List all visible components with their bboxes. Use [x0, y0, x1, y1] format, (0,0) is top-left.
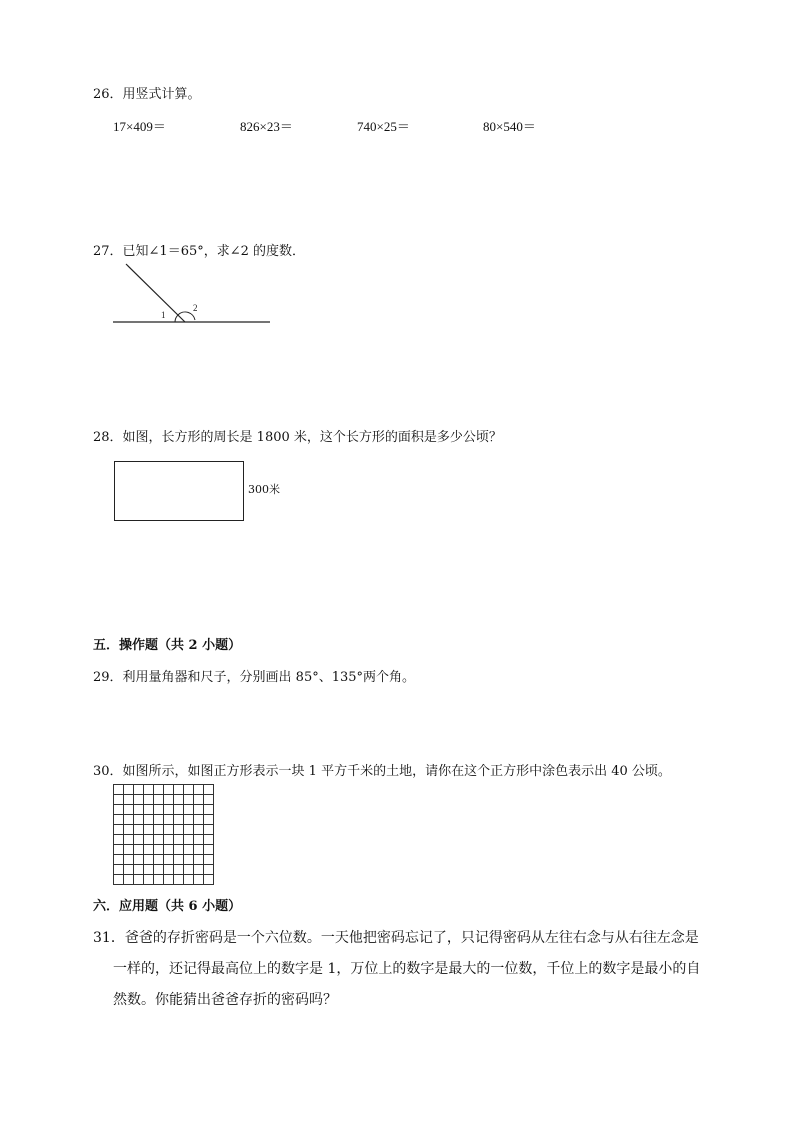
- grid-cell: [194, 825, 204, 835]
- grid-cell: [114, 865, 124, 875]
- grid-cell: [114, 845, 124, 855]
- grid-cell: [194, 845, 204, 855]
- grid-cell: [174, 875, 184, 885]
- grid-cell: [154, 815, 164, 825]
- grid-cell: [124, 855, 134, 865]
- grid-cell: [144, 875, 154, 885]
- grid-cell: [114, 805, 124, 815]
- grid-cell: [134, 785, 144, 795]
- question-30-title: 30．如图所示，如图正方形表示一块 1 平方千米的土地，请你在这个正方形中涂色表示出 40 公顷。: [93, 764, 671, 779]
- grid-row: [114, 825, 214, 835]
- grid-cell: [134, 825, 144, 835]
- section-6-heading: 六．应用题（共 6 小题）: [93, 899, 242, 914]
- slanted-ray: [126, 264, 185, 322]
- grid-cell: [184, 785, 194, 795]
- calc-problem-4: 80×540＝: [483, 119, 536, 134]
- grid-cell: [164, 805, 174, 815]
- grid-cell: [184, 845, 194, 855]
- grid-row: [114, 815, 214, 825]
- rectangle-figure: [114, 461, 244, 521]
- grid-cell: [154, 875, 164, 885]
- grid-cell: [114, 825, 124, 835]
- grid-cell: [144, 865, 154, 875]
- grid-cell: [184, 835, 194, 845]
- grid-cell: [194, 875, 204, 885]
- grid-cell: [164, 825, 174, 835]
- grid-cell: [194, 805, 204, 815]
- angle-figure: [110, 260, 275, 330]
- grid-cell: [204, 855, 214, 865]
- grid-cell: [194, 855, 204, 865]
- grid-cell: [194, 835, 204, 845]
- grid-cell: [124, 825, 134, 835]
- grid-cell: [114, 795, 124, 805]
- grid-row: [114, 875, 214, 885]
- grid-cell: [184, 855, 194, 865]
- grid-cell: [144, 795, 154, 805]
- grid-cell: [174, 785, 184, 795]
- grid-cell: [154, 855, 164, 865]
- grid-cell: [134, 875, 144, 885]
- grid-cell: [204, 825, 214, 835]
- grid-cell: [194, 795, 204, 805]
- grid-square: [113, 784, 214, 885]
- grid-cell: [124, 805, 134, 815]
- grid-cell: [184, 795, 194, 805]
- grid-cell: [204, 845, 214, 855]
- grid-row: [114, 835, 214, 845]
- grid-cell: [134, 855, 144, 865]
- grid-cell: [154, 845, 164, 855]
- grid-cell: [204, 835, 214, 845]
- calc-problem-2: 826×23＝: [240, 119, 293, 134]
- grid-cell: [164, 875, 174, 885]
- grid-cell: [174, 795, 184, 805]
- grid-cell: [184, 805, 194, 815]
- grid-cell: [184, 825, 194, 835]
- grid-cell: [154, 835, 164, 845]
- grid-cell: [164, 785, 174, 795]
- grid-cell: [124, 875, 134, 885]
- angle-1-arc: [175, 315, 178, 322]
- grid-cell: [174, 825, 184, 835]
- grid-cell: [124, 865, 134, 875]
- grid-cell: [174, 835, 184, 845]
- grid-cell: [174, 815, 184, 825]
- grid-cell: [164, 835, 174, 845]
- grid-cell: [184, 865, 194, 875]
- grid-cell: [154, 825, 164, 835]
- grid-cell: [154, 795, 164, 805]
- grid-cell: [134, 805, 144, 815]
- question-27-title: 27．已知∠1＝65°，求∠2 的度数．: [93, 244, 306, 259]
- grid-cell: [124, 795, 134, 805]
- grid-cell: [144, 785, 154, 795]
- grid-row: [114, 795, 214, 805]
- grid-cell: [134, 865, 144, 875]
- grid-cell: [124, 835, 134, 845]
- grid-cell: [194, 815, 204, 825]
- grid-cell: [204, 785, 214, 795]
- grid-cell: [174, 805, 184, 815]
- grid-cell: [134, 815, 144, 825]
- grid-cell: [134, 845, 144, 855]
- grid-cell: [154, 785, 164, 795]
- grid-cell: [124, 785, 134, 795]
- grid-cell: [174, 845, 184, 855]
- grid-cell: [144, 835, 154, 845]
- grid-cell: [204, 865, 214, 875]
- question-31-line-3: 然数。你能猜出爸爸存折的密码吗？: [113, 992, 337, 1008]
- grid-cell: [154, 805, 164, 815]
- grid-cell: [114, 855, 124, 865]
- grid-row: [114, 855, 214, 865]
- grid-cell: [144, 855, 154, 865]
- grid-cell: [164, 845, 174, 855]
- calc-problem-1: 17×409＝: [113, 119, 166, 134]
- grid-cell: [184, 815, 194, 825]
- angle-2-arc: [178, 312, 195, 320]
- grid-cell: [144, 845, 154, 855]
- grid-cell: [204, 875, 214, 885]
- grid-row: [114, 845, 214, 855]
- grid-cell: [124, 845, 134, 855]
- grid-cell: [204, 815, 214, 825]
- grid-cell: [154, 865, 164, 875]
- grid-table: [113, 784, 214, 885]
- grid-cell: [164, 855, 174, 865]
- grid-cell: [124, 815, 134, 825]
- grid-cell: [144, 815, 154, 825]
- grid-cell: [134, 795, 144, 805]
- question-26-title: 26．用竖式计算。: [93, 87, 201, 102]
- grid-cell: [144, 825, 154, 835]
- grid-cell: [114, 835, 124, 845]
- section-5-heading: 五．操作题（共 2 小题）: [93, 638, 242, 653]
- grid-cell: [144, 805, 154, 815]
- grid-row: [114, 785, 214, 795]
- grid-cell: [134, 835, 144, 845]
- grid-row: [114, 805, 214, 815]
- grid-cell: [114, 785, 124, 795]
- grid-cell: [164, 795, 174, 805]
- grid-cell: [164, 865, 174, 875]
- question-28-title: 28．如图，长方形的周长是 1800 米，这个长方形的面积是多少公顷？: [93, 430, 502, 445]
- angle-2-label: 2: [193, 303, 198, 313]
- angle-1-label: 1: [161, 310, 166, 320]
- grid-cell: [194, 785, 204, 795]
- grid-cell: [114, 815, 124, 825]
- grid-cell: [204, 795, 214, 805]
- grid-cell: [204, 805, 214, 815]
- question-29-title: 29．利用量角器和尺子，分别画出 85°、135°两个角。: [93, 670, 416, 685]
- grid-cell: [194, 865, 204, 875]
- grid-cell: [114, 875, 124, 885]
- rectangle-side-label: 300米: [248, 483, 280, 496]
- question-31-line-1: 31．爸爸的存折密码是一个六位数。一天他把密码忘记了，只记得密码从左往右念与从右往左念是: [93, 930, 699, 946]
- calc-problem-3: 740×25＝: [357, 119, 410, 134]
- grid-cell: [164, 815, 174, 825]
- grid-row: [114, 865, 214, 875]
- grid-cell: [174, 865, 184, 875]
- grid-cell: [174, 855, 184, 865]
- grid-cell: [184, 875, 194, 885]
- question-31-line-2: 一样的，还记得最高位上的数字是 1，万位上的数字是最大的一位数，千位上的数字是最小的自: [113, 961, 701, 977]
